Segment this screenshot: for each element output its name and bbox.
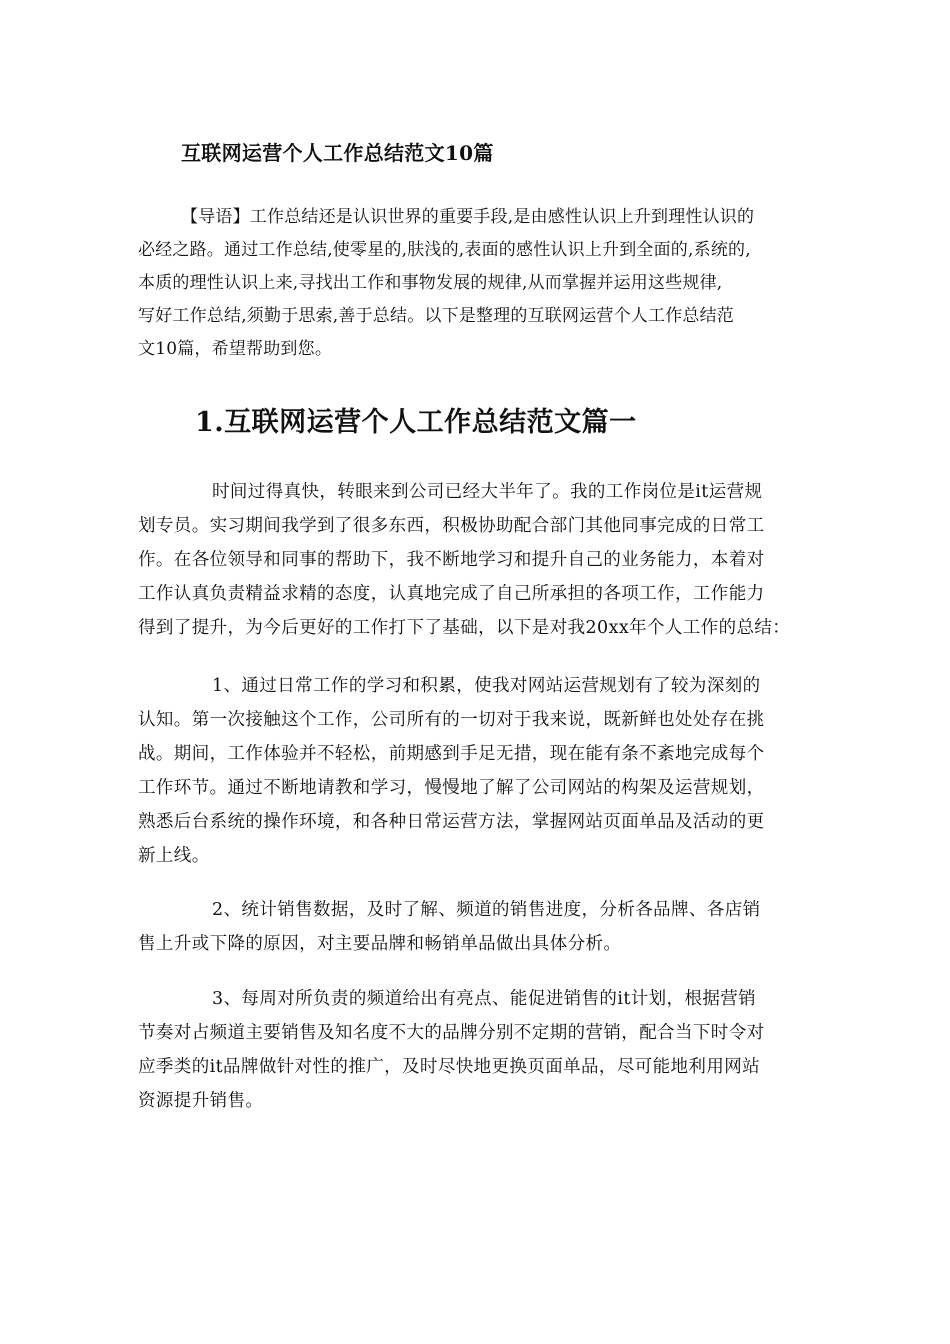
paragraph-line: 工作环节。通过不断地请教和学习，慢慢地了解了公司网站的构架及运营规划， xyxy=(138,778,765,798)
paragraph-line: 1、通过日常工作的学习和积累，使我对网站运营规划有了较为深刻的 xyxy=(212,676,761,696)
paragraph-line: 资源提升销售。 xyxy=(138,1091,264,1111)
section-heading: 1.互联网运营个人工作总结范文篇一 xyxy=(195,407,637,438)
paragraph-line: 新上线。 xyxy=(138,846,210,866)
paragraph-line: 工作认真负责精益求精的态度，认真地完成了自己所承担的各项工作，工作能力 xyxy=(138,584,765,604)
paragraph-line: 2、统计销售数据，及时了解、频道的销售进度，分析各品牌、各店销 xyxy=(212,900,761,920)
intro-line: 必经之路。通过工作总结,使零星的,肤浅的,表面的感性认识上升到全面的,系统的, xyxy=(138,240,751,260)
paragraph-line: 售上升或下降的原因，对主要品牌和畅销单品做出具体分析。 xyxy=(138,934,622,954)
intro-line: 写好工作总结,须勤于思索,善于总结。以下是整理的互联网运营个人工作总结范 xyxy=(138,306,735,326)
intro-line: 文10篇，希望帮助到您。 xyxy=(138,339,333,359)
paragraph-line: 节奏对占频道主要销售及知名度不大的品牌分别不定期的营销，配合当下时令对 xyxy=(138,1023,765,1043)
paragraph-line: 战。期间，工作体验并不轻松，前期感到手足无措，现在能有条不紊地完成每个 xyxy=(138,744,765,764)
paragraph-line: 熟悉后台系统的操作环境，和各种日常运营方法，掌握网站页面单品及活动的更 xyxy=(138,812,765,832)
intro-line: 【导语】工作总结还是认识世界的重要手段,是由感性认识上升到理性认识的 xyxy=(181,207,755,227)
paragraph-line: 认知。第一次接触这个工作，公司所有的一切对于我来说，既新鲜也处处存在挑 xyxy=(138,710,765,730)
paragraph-line: 作。在各位领导和同事的帮助下，我不断地学习和提升自己的业务能力，本着对 xyxy=(138,550,765,570)
paragraph-line: 应季类的it品牌做针对性的推广，及时尽快地更换页面单品，尽可能地利用网站 xyxy=(138,1057,761,1077)
paragraph-line: 时间过得真快，转眼来到公司已经大半年了。我的工作岗位是it运营规 xyxy=(212,482,763,502)
paragraph-line: 划专员。实习期间我学到了很多东西，积极协助配合部门其他同事完成的日常工 xyxy=(138,516,765,536)
paragraph-line: 得到了提升，为今后更好的工作打下了基础，以下是对我20xx年个人工作的总结： xyxy=(138,618,791,638)
document-title: 互联网运营个人工作总结范文10篇 xyxy=(181,141,494,165)
paragraph-line: 3、每周对所负责的频道给出有亮点、能促进销售的it计划，根据营销 xyxy=(212,989,757,1009)
intro-line: 本质的理性认识上来,寻找出工作和事物发展的规律,从而掌握并运用这些规律, xyxy=(138,273,723,293)
